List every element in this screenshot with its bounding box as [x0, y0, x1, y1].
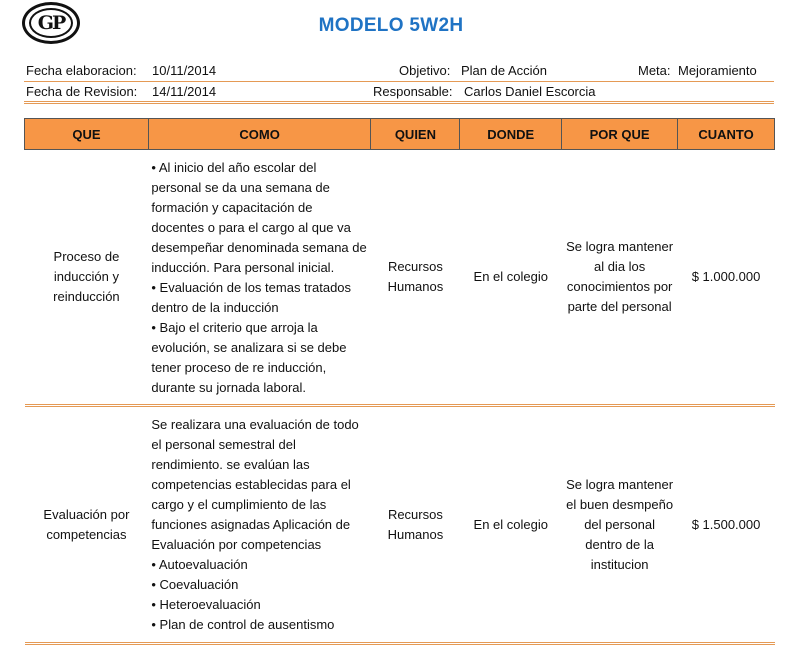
cell-cuanto: $ 1.000.000: [678, 150, 775, 406]
objetivo-value: Plan de Acción: [461, 63, 548, 78]
header-como: COMO: [148, 119, 371, 150]
table-row: [25, 406, 775, 644]
cell-donde: En el colegio: [460, 150, 562, 406]
cell-quien: Recursos Humanos: [371, 406, 460, 644]
header-por-que: POR QUE: [562, 119, 678, 150]
como-bullet: • Plan de control de ausentismo: [151, 615, 368, 635]
cell-donde: En el colegio: [460, 406, 562, 644]
objetivo-label: Objetivo:: [399, 63, 451, 78]
cell-por-que: Se logra mantener el buen desmpeño del personal dentro de la institucion: [562, 406, 678, 644]
page-title: MODELO 5W2H: [318, 15, 464, 36]
como-bullet: • Evaluación de los temas tratados dentro de la inducción: [151, 278, 368, 318]
info-row-revision: [24, 81, 774, 104]
fecha-elaboracion-value: 10/11/2014: [152, 63, 217, 78]
responsable-label: Responsable:: [373, 84, 453, 99]
cell-como: [148, 406, 371, 644]
cell-que: Evaluación por competencias: [25, 406, 149, 644]
cell-quien: Recursos Humanos: [371, 150, 460, 406]
info-row-elaboracion: [24, 60, 774, 82]
cell-por-que: Se logra mantener al dia los conocimientos por parte del personal: [562, 150, 678, 406]
table-header-row: [25, 119, 775, 150]
meta-label: Meta:: [638, 63, 671, 78]
fecha-revision-label: Fecha de Revision:: [26, 84, 138, 99]
como-bullet: • Bajo el criterio que arroja la evolución, se analizara si se debe tener proceso de re inducción, durante su jornada laboral.: [151, 318, 368, 398]
como-bullet: • Heteroevaluación: [151, 595, 368, 615]
plan-table: [24, 118, 775, 645]
como-intro: Se realizara una evaluación de todo el personal semestral del rendimiento. se evalúan las competencias establecidas para el cargo y el cumplimiento de las funciones asignadas Aplicación de Evaluación por competencias: [151, 416, 359, 552]
como-bullet: • Coevaluación: [151, 575, 368, 595]
header-quien: QUIEN: [371, 119, 460, 150]
table-row: [25, 150, 775, 406]
fecha-elaboracion-label: Fecha elaboracion:: [26, 63, 137, 78]
fecha-revision-value: 14/11/2014: [152, 84, 217, 99]
cell-como: [148, 150, 371, 406]
meta-value: Mejoramiento: [678, 63, 757, 78]
cell-que: Proceso de inducción y reinducción: [25, 150, 149, 406]
header-donde: DONDE: [460, 119, 562, 150]
cell-cuanto: $ 1.500.000: [678, 406, 775, 644]
header-cuanto: CUANTO: [678, 119, 775, 150]
responsable-value: Carlos Daniel Escorcia: [464, 84, 596, 99]
header-que: QUE: [25, 119, 149, 150]
como-bullet: • Al inicio del año escolar del personal se da una semana de formación y capacitación de docentes o para el cargo al que va desempeñar denominada semana de inducción. Para personal inicial.: [151, 158, 368, 278]
como-bullet: • Autoevaluación: [151, 555, 368, 575]
logo-monogram: GP: [29, 8, 73, 38]
